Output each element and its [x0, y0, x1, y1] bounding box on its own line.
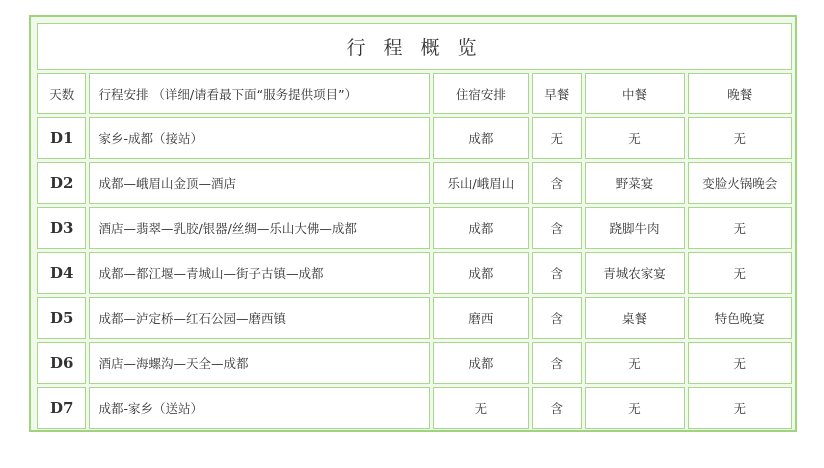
- itinerary-table: [34, 20, 795, 432]
- cell-itinerary: 成都—泸定桥—红石公园—磨西镇: [89, 297, 429, 339]
- cell-day: D1: [37, 117, 86, 159]
- cell-hotel: 磨西: [433, 297, 529, 339]
- cell-hotel: 成都: [433, 117, 529, 159]
- cell-lunch: 无: [585, 387, 685, 429]
- cell-day: D4: [37, 252, 86, 294]
- cell-itinerary: 家乡-成都（接站）: [89, 117, 429, 159]
- table-title: 行 程 概 览: [37, 23, 792, 70]
- header-itinerary: 行程安排 （详细/请看最下面“服务提供项目”）: [89, 73, 429, 114]
- cell-lunch: 跷脚牛肉: [585, 207, 685, 249]
- header-lunch: 中餐: [585, 73, 685, 114]
- cell-itinerary: 成都—峨眉山金顶—酒店: [89, 162, 429, 204]
- cell-day: D5: [37, 297, 86, 339]
- cell-lunch: 无: [585, 342, 685, 384]
- cell-dinner: 特色晚宴: [688, 297, 792, 339]
- table-row: [37, 162, 792, 204]
- cell-lunch: 桌餐: [585, 297, 685, 339]
- table-row: [37, 252, 792, 294]
- cell-hotel: 无: [433, 387, 529, 429]
- itinerary-overview-panel: [29, 15, 797, 432]
- cell-itinerary: 成都—都江堰—青城山—街子古镇—成都: [89, 252, 429, 294]
- cell-breakfast: 含: [532, 252, 581, 294]
- cell-itinerary: 酒店—翡翠—乳胶/银器/丝绸—乐山大佛—成都: [89, 207, 429, 249]
- cell-itinerary: 成都-家乡（送站）: [89, 387, 429, 429]
- cell-breakfast: 含: [532, 297, 581, 339]
- cell-day: D2: [37, 162, 86, 204]
- cell-dinner: 变脸火锅晚会: [688, 162, 792, 204]
- table-row: [37, 117, 792, 159]
- cell-dinner: 无: [688, 117, 792, 159]
- cell-breakfast: 含: [532, 387, 581, 429]
- cell-lunch: 青城农家宴: [585, 252, 685, 294]
- cell-day: D6: [37, 342, 86, 384]
- table-row: [37, 297, 792, 339]
- header-hotel: 住宿安排: [433, 73, 529, 114]
- table-row: [37, 207, 792, 249]
- cell-dinner: 无: [688, 207, 792, 249]
- cell-breakfast: 含: [532, 342, 581, 384]
- table-row: [37, 342, 792, 384]
- cell-hotel: 乐山/峨眉山: [433, 162, 529, 204]
- cell-breakfast: 含: [532, 207, 581, 249]
- cell-lunch: 野菜宴: [585, 162, 685, 204]
- cell-itinerary: 酒店—海螺沟—天全—成都: [89, 342, 429, 384]
- cell-dinner: 无: [688, 387, 792, 429]
- cell-dinner: 无: [688, 342, 792, 384]
- table-header-row: [37, 73, 792, 114]
- cell-breakfast: 含: [532, 162, 581, 204]
- header-breakfast: 早餐: [532, 73, 581, 114]
- header-dinner: 晚餐: [688, 73, 792, 114]
- cell-hotel: 成都: [433, 342, 529, 384]
- cell-dinner: 无: [688, 252, 792, 294]
- cell-breakfast: 无: [532, 117, 581, 159]
- cell-hotel: 成都: [433, 207, 529, 249]
- table-row: [37, 387, 792, 429]
- cell-lunch: 无: [585, 117, 685, 159]
- cell-day: D7: [37, 387, 86, 429]
- cell-day: D3: [37, 207, 86, 249]
- header-day: 天数: [37, 73, 86, 114]
- cell-hotel: 成都: [433, 252, 529, 294]
